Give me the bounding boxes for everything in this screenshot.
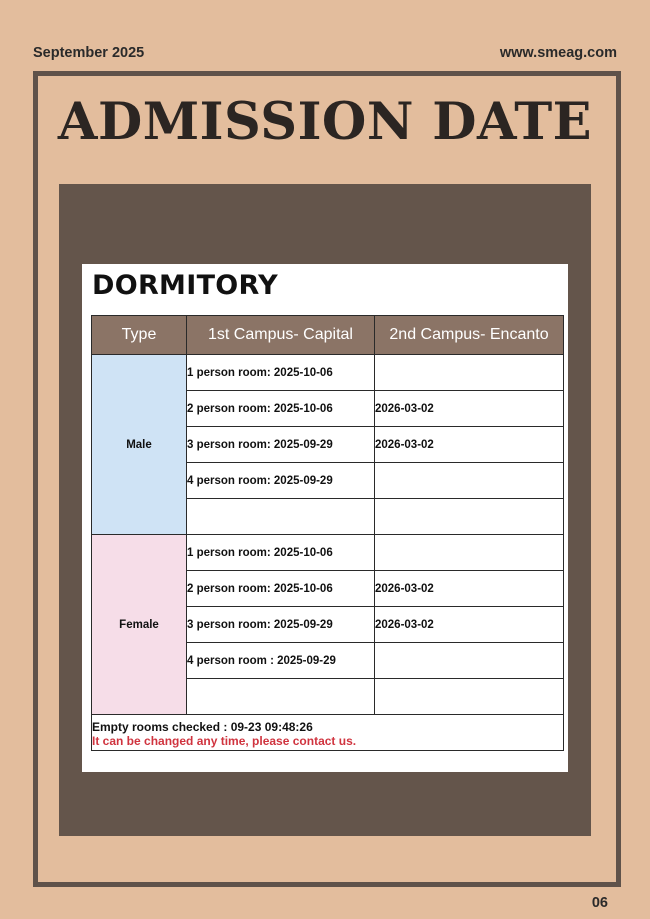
page-number: 06 <box>591 895 608 911</box>
capital-cell: 3 person room: 2025-09-29 <box>187 607 375 643</box>
dormitory-heading: DORMITORY <box>92 270 279 301</box>
capital-cell: 1 person room: 2025-10-06 <box>187 535 375 571</box>
encanto-cell <box>375 643 564 679</box>
encanto-cell: 2026-03-02 <box>375 427 564 463</box>
capital-cell: 1 person room: 2025-10-06 <box>187 355 375 391</box>
encanto-cell <box>375 535 564 571</box>
encanto-cell: 2026-03-02 <box>375 607 564 643</box>
capital-cell: 2 person room: 2025-10-06 <box>187 571 375 607</box>
dormitory-table <box>91 315 564 751</box>
table-footer-cell <box>92 715 564 751</box>
header-date: September 2025 <box>33 45 145 61</box>
column-header-capital: 1st Campus- Capital <box>187 316 375 355</box>
encanto-cell <box>375 463 564 499</box>
contact-note: It can be changed any time, please contact us. <box>92 733 357 748</box>
type-cell-female: Female <box>92 535 187 715</box>
empty-rooms-checked: Empty rooms checked : 09-23 09:48:26 <box>92 719 313 734</box>
table-row <box>92 355 564 391</box>
table-row <box>92 535 564 571</box>
encanto-cell: 2026-03-02 <box>375 391 564 427</box>
column-header-type: Type <box>92 316 187 355</box>
capital-cell <box>187 499 375 535</box>
encanto-cell <box>375 499 564 535</box>
type-cell-male: Male <box>92 355 187 535</box>
capital-cell: 4 person room: 2025-09-29 <box>187 463 375 499</box>
encanto-cell: 2026-03-02 <box>375 571 564 607</box>
column-header-encanto: 2nd Campus- Encanto <box>375 316 564 355</box>
table-footer-row <box>92 715 564 751</box>
page-title: ADMISSION DATE <box>57 92 593 152</box>
capital-cell: 4 person room : 2025-09-29 <box>187 643 375 679</box>
capital-cell: 3 person room: 2025-09-29 <box>187 427 375 463</box>
table-header-row <box>92 316 564 355</box>
header-url[interactable]: www.smeag.com <box>499 45 617 61</box>
encanto-cell <box>375 355 564 391</box>
capital-cell: 2 person room: 2025-10-06 <box>187 391 375 427</box>
capital-cell <box>187 679 375 715</box>
encanto-cell <box>375 679 564 715</box>
